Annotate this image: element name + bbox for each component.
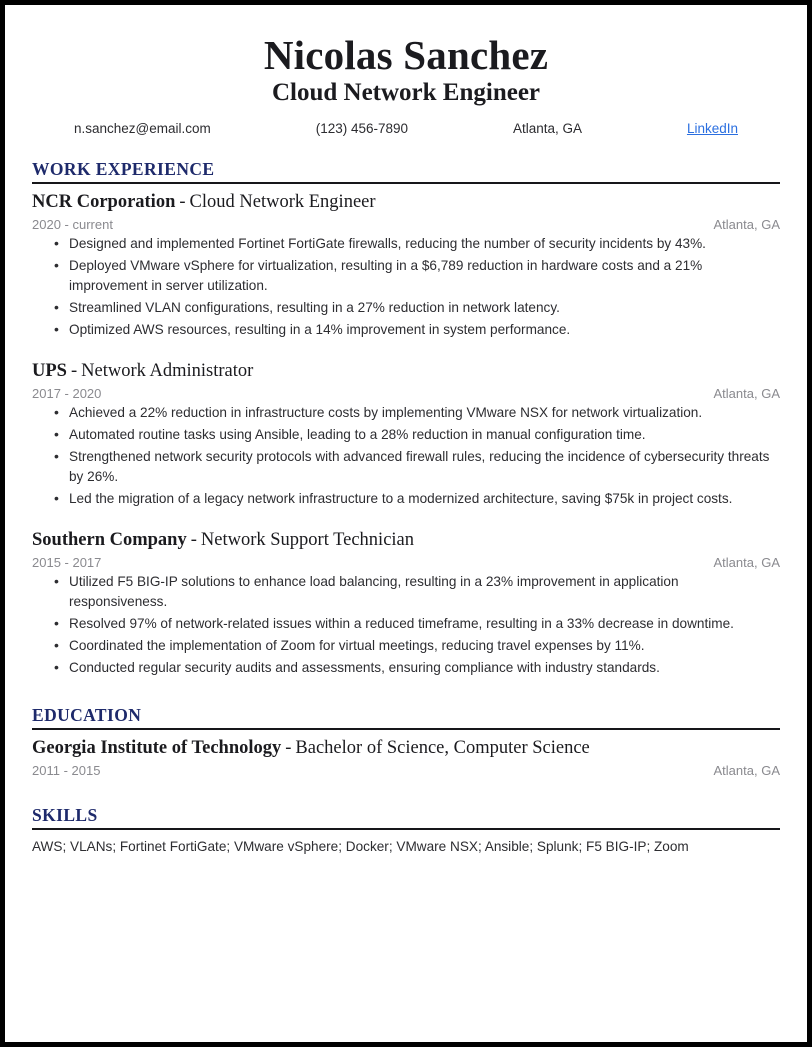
- experience-bullet: • Achieved a 22% reduction in infrastructure costs by implementing VMware NSX for network virtualization.: [32, 403, 780, 423]
- experience-separator: -: [179, 192, 186, 213]
- spacer: [32, 782, 780, 805]
- section-work-experience: [32, 159, 780, 678]
- experience-bullet: • Led the migration of a legacy network infrastructure to a modernized architecture, saving $75k in project costs.: [32, 489, 780, 509]
- experience-bullet: • Resolved 97% of network-related issues within a reduced timeframe, resulting in a 33% decrease in downtime.: [32, 614, 780, 634]
- experience-dates: 2020 - current: [32, 217, 113, 233]
- experience-dates: 2015 - 2017: [32, 555, 102, 571]
- experience-separator: -: [190, 530, 197, 551]
- education-entry: [32, 737, 780, 778]
- section-title-work-experience: WORK EXPERIENCE: [32, 159, 215, 180]
- experience-location: Atlanta, GA: [713, 555, 780, 571]
- section-divider: [32, 828, 780, 830]
- experience-entry: [32, 191, 780, 340]
- education-heading: [32, 737, 780, 760]
- education-separator: -: [285, 738, 292, 759]
- section-education: [32, 705, 780, 778]
- education-dates: 2011 - 2015: [32, 763, 101, 779]
- experience-entry: [32, 360, 780, 509]
- spacer: [32, 344, 780, 360]
- experience-separator: -: [70, 361, 78, 382]
- experience-bullet: • Designed and implemented Fortinet FortiGate firewalls, reducing the number of security incidents by 43%.: [32, 234, 780, 254]
- experience-organization: UPS: [32, 361, 67, 382]
- experience-bullet: • Coordinated the implementation of Zoom for virtual meetings, reducing travel expenses by 11%.: [32, 636, 780, 656]
- spacer: [32, 513, 780, 529]
- experience-location: Atlanta, GA: [713, 217, 780, 233]
- section-divider: [32, 728, 780, 730]
- experience-location: Atlanta, GA: [713, 386, 780, 402]
- candidate-name: Nicolas Sanchez: [263, 32, 549, 78]
- section-title-education: EDUCATION: [32, 705, 142, 726]
- experience-bullet: • Streamlined VLAN configurations, resulting in a 27% reduction in network latency.: [32, 298, 780, 318]
- experience-bullet: • Automated routine tasks using Ansible, leading to a 28% reduction in manual configuration time.: [32, 425, 780, 445]
- experience-meta: [32, 386, 780, 401]
- experience-bullet: • Optimized AWS resources, resulting in a 14% improvement in system performance.: [32, 320, 780, 340]
- experience-heading: [32, 360, 780, 383]
- experience-meta: [32, 555, 780, 570]
- contact-linkedin-link[interactable]: LinkedIn: [686, 121, 738, 137]
- resume-header: [32, 33, 780, 136]
- section-divider: [32, 182, 780, 184]
- resume-sheet: [5, 5, 807, 858]
- education-meta: [32, 763, 780, 778]
- contact-location: Atlanta, GA: [512, 121, 583, 137]
- skills-list: AWS; VLANs; Fortinet FortiGate; VMware vSphere; Docker; VMware NSX; Ansible; Splunk; F5 BIG-IP; Zoom: [32, 839, 689, 855]
- contact-phone[interactable]: (123) 456-7890: [315, 121, 409, 137]
- education-organization: Georgia Institute of Technology: [32, 738, 282, 759]
- experience-organization: Southern Company: [32, 530, 187, 551]
- experience-organization: NCR Corporation: [32, 192, 176, 213]
- experience-meta: [32, 217, 780, 232]
- experience-bullet-list: [32, 234, 780, 340]
- experience-role: Cloud Network Engineer: [189, 192, 376, 213]
- experience-role: Network Administrator: [81, 361, 254, 382]
- education-degree: Bachelor of Science, Computer Science: [295, 738, 590, 759]
- experience-bullet-list: [32, 403, 780, 509]
- experience-bullet: • Utilized F5 BIG-IP solutions to enhance load balancing, resulting in a 23% improvement in application responsiveness.: [32, 572, 780, 612]
- section-skills: [32, 805, 780, 857]
- experience-heading: [32, 529, 780, 552]
- section-title-skills: SKILLS: [32, 805, 98, 826]
- contact-email[interactable]: n.sanchez@email.com: [74, 121, 211, 137]
- candidate-headline: Cloud Network Engineer: [271, 79, 541, 107]
- experience-bullet-list: [32, 572, 780, 678]
- contact-row: [32, 121, 780, 136]
- experience-entry: [32, 529, 780, 678]
- experience-role: Network Support Technician: [200, 530, 415, 551]
- spacer: [32, 682, 780, 705]
- experience-heading: [32, 191, 780, 214]
- experience-bullet: • Conducted regular security audits and assessments, ensuring compliance with industry standards.: [32, 658, 780, 678]
- education-location: Atlanta, GA: [713, 763, 780, 779]
- experience-dates: 2017 - 2020: [32, 386, 102, 402]
- experience-bullet: • Deployed VMware vSphere for virtualization, resulting in a $6,789 reduction in hardware costs and a 21% improvement in server utilization.: [32, 256, 780, 296]
- experience-bullet: • Strengthened network security protocols with advanced firewall rules, reducing the incidence of cybersecurity threats by 26%.: [32, 447, 780, 487]
